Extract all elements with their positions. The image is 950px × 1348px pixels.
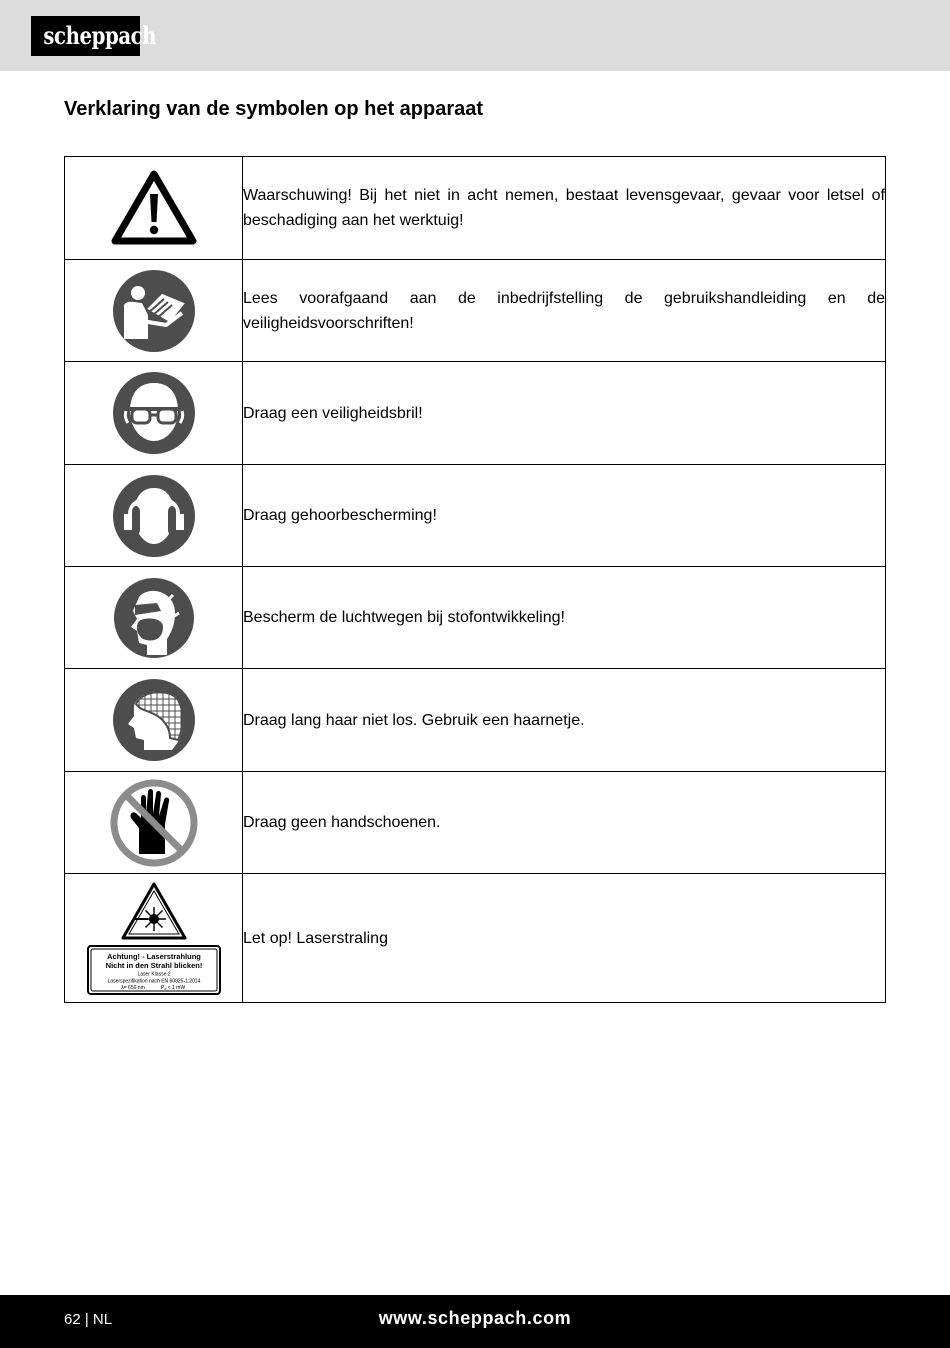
laser-label-line3: Laser Klasse 2: [136, 971, 171, 978]
table-row: [65, 669, 886, 772]
table-row: [65, 260, 886, 362]
logo-text: scheppach: [43, 21, 157, 50]
icon-cell: [65, 669, 243, 772]
warning-triangle-icon: [111, 170, 197, 246]
table-row: [65, 362, 886, 465]
laser-warning-icon: [120, 881, 188, 941]
row-text: Draag geen handschoenen.: [243, 772, 886, 874]
laser-label-line4: Laserspezifikation nach EN 60825-1:2014: [107, 978, 200, 985]
row-text: Let op! Laserstraling: [243, 874, 886, 1003]
header-band: [0, 0, 950, 71]
icon-cell: [65, 874, 243, 1003]
laser-label-line1: Achtung! - Laserstrahlung: [106, 952, 201, 961]
icon-cell: [65, 772, 243, 874]
row-text: Draag lang haar niet los. Gebruik een haarnetje.: [243, 669, 886, 772]
table-row: [65, 567, 886, 669]
table-row: [65, 157, 886, 260]
no-gloves-icon: [109, 778, 199, 868]
laser-label-line2: Nicht in den Strahl blicken!: [105, 961, 202, 970]
row-text: Waarschuwing! Bij het niet in acht nemen, bestaat levensgevaar, gevaar voor letsel of beschadiging aan het werktuig!: [243, 157, 886, 260]
row-text: Bescherm de luchtwegen bij stofontwikkeling!: [243, 567, 886, 669]
website-link[interactable]: www.scheppach.com: [378, 1308, 572, 1328]
scheppach-logo: [31, 16, 157, 56]
laser-label-wavelength: λ= 650 nm: [120, 985, 145, 991]
table-row: [65, 874, 886, 1003]
hearing-protection-icon: [112, 474, 196, 558]
laser-label-power: $P_o < 1$ mW: [160, 985, 185, 991]
row-text: Draag een veiligheidsbril!: [243, 362, 886, 465]
table-row: [65, 465, 886, 567]
laser-label-plate: [87, 945, 221, 995]
row-text: Lees voorafgaand aan de inbedrijfstelling de gebruikshandleiding en de veiligheidsvoorschriften!: [243, 260, 886, 362]
footer-band: [0, 1295, 950, 1348]
icon-cell: [65, 465, 243, 567]
read-manual-icon: [112, 269, 196, 353]
symbols-table: [64, 156, 886, 1003]
table-row: [65, 772, 886, 874]
row-text: Draag gehoorbescherming!: [243, 465, 886, 567]
icon-cell: [65, 567, 243, 669]
safety-glasses-icon: [112, 371, 196, 455]
icon-cell: [65, 362, 243, 465]
icon-cell: [65, 260, 243, 362]
page-title: Verklaring van de symbolen op het apparaat: [64, 98, 484, 120]
respirator-icon: [113, 577, 195, 659]
page-number: 62 | NL: [64, 1311, 113, 1328]
hair-net-icon: [112, 678, 196, 762]
icon-cell: [65, 157, 243, 260]
